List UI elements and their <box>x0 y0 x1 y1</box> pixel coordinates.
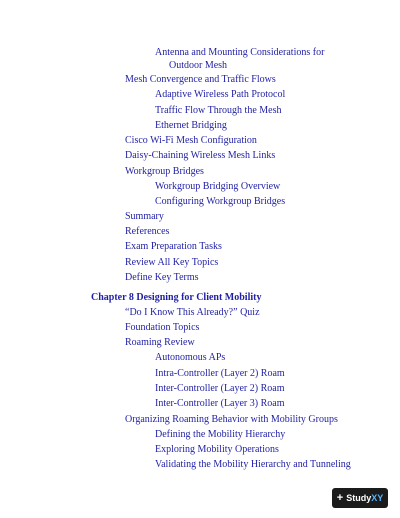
toc-entry[interactable]: Daisy-Chaining Wireless Mesh Links <box>125 150 276 161</box>
toc-entry[interactable]: Summary <box>125 211 164 222</box>
toc-entry[interactable]: Defining the Mobility Hierarchy <box>155 429 286 440</box>
toc-entry[interactable]: Workgroup Bridging Overview <box>155 181 281 192</box>
toc-entry[interactable]: Antenna and Mounting Considerations for Outdoor Mesh <box>155 47 325 71</box>
toc-entry[interactable]: Exploring Mobility Operations <box>155 444 279 455</box>
toc-entry[interactable]: Define Key Terms <box>125 272 199 283</box>
toc-entry[interactable]: Traffic Flow Through the Mesh <box>155 105 282 116</box>
toc-entry[interactable]: Autonomous APs <box>155 352 226 363</box>
toc-entry[interactable]: Intra-Controller (Layer 2) Roam <box>155 368 285 379</box>
toc-entry[interactable]: Inter-Controller (Layer 2) Roam <box>155 383 285 394</box>
toc-entry[interactable]: Review All Key Topics <box>125 257 219 268</box>
plus-icon: + <box>336 491 344 504</box>
toc-entry[interactable]: Exam Preparation Tasks <box>125 241 222 252</box>
toc-entry[interactable]: “Do I Know This Already?” Quiz <box>125 307 260 318</box>
toc-entry[interactable]: Cisco Wi-Fi Mesh Configuration <box>125 135 257 146</box>
toc-entry[interactable]: Validating the Mobility Hierarchy and Tunneling <box>155 459 351 470</box>
toc-entry[interactable]: Workgroup Bridges <box>125 166 204 177</box>
toc-entry[interactable]: Ethernet Bridging <box>155 120 227 131</box>
badge-brand-study: Study <box>346 493 372 503</box>
studyxy-badge[interactable] <box>332 488 388 508</box>
toc-entry[interactable]: Configuring Workgroup Bridges <box>155 196 286 207</box>
toc-entry[interactable]: Adaptive Wireless Path Protocol <box>155 89 286 100</box>
toc-entry[interactable]: Roaming Review <box>125 337 195 348</box>
toc-entry[interactable]: Inter-Controller (Layer 3) Roam <box>155 398 285 409</box>
toc-entry[interactable]: Organizing Roaming Behavior with Mobility Groups <box>125 414 338 425</box>
toc-chapter-heading[interactable]: Chapter 8 Designing for Client Mobility <box>91 292 262 303</box>
toc-entry[interactable]: Foundation Topics <box>125 322 200 333</box>
toc-entry[interactable]: References <box>125 226 170 237</box>
toc-entry[interactable]: Mesh Convergence and Traffic Flows <box>125 74 276 85</box>
badge-brand-xy: XY <box>371 493 384 503</box>
